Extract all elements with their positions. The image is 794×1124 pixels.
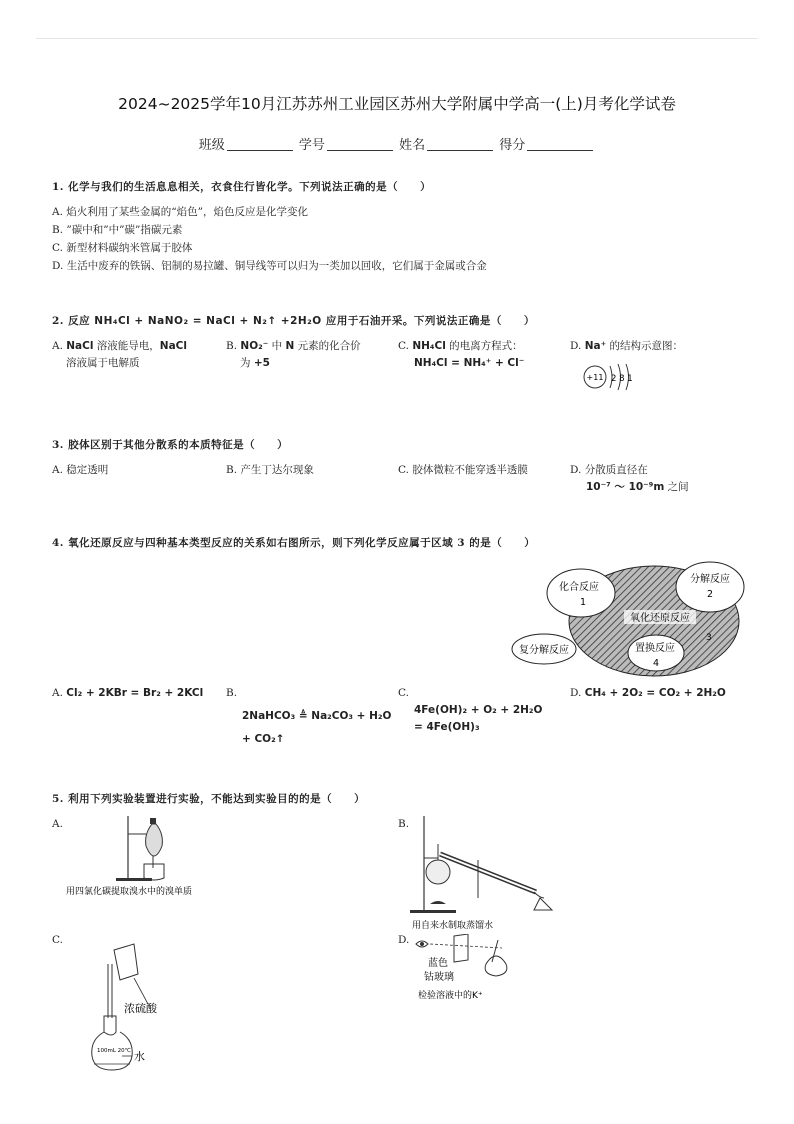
q2-c-nh4cl: NH₄Cl xyxy=(412,340,446,352)
q2-d-atom-diagram xyxy=(582,358,642,396)
flame-icon xyxy=(485,956,507,976)
decomposition-ellipse xyxy=(676,562,744,612)
decomposition-num: 2 xyxy=(706,589,714,600)
q2-d-na-ion: Na⁺ xyxy=(584,340,607,352)
q3-option-a[interactable]: A. 稳定透明 xyxy=(52,464,109,476)
page-title: 2024~2025学年10月江苏苏州工业园区苏州大学附属中学高一(上)月考化学试卷 xyxy=(118,95,676,113)
q2-b-text3: 为 xyxy=(240,357,254,369)
beaker-icon xyxy=(144,864,164,880)
q5-d-caption: 检验溶液中的K⁺ xyxy=(418,991,483,1001)
double-displacement-label: 复分解反应 xyxy=(519,645,569,656)
q2-a-letter: A. xyxy=(52,340,67,352)
decomposition-label: 分解反应 xyxy=(690,574,730,585)
name-blank[interactable] xyxy=(427,138,493,151)
q2-option-c[interactable] xyxy=(398,338,563,372)
q5-d-glass-label2: 钴玻璃 xyxy=(424,972,454,983)
name-label: 姓名 xyxy=(399,138,426,153)
funnel-icon xyxy=(146,824,163,856)
q4-b-letter: B. xyxy=(226,687,238,699)
q5-d-glass-label1: 蓝色 xyxy=(428,958,448,969)
q1-options xyxy=(52,203,487,275)
flask-marking: 100mL 20℃ xyxy=(97,1048,131,1054)
q3-option-d[interactable] xyxy=(570,462,750,496)
q2-b-text1: 中 xyxy=(268,340,286,352)
combination-ellipse xyxy=(547,569,615,617)
q1-option-a[interactable]: A. 焰火利用了某些金属的“焰色”，焰色反应是化学变化 xyxy=(52,206,308,218)
region3-label: 3 xyxy=(706,633,712,643)
q2-c-text1: 的电离方程式： xyxy=(445,340,523,352)
q2-a-text1: 溶液能导电， xyxy=(93,340,160,352)
q2-d-letter: D. xyxy=(570,340,585,352)
nucleus-charge: +11 xyxy=(586,373,604,382)
q1-option-b[interactable]: B. ”碳中和”中”碳”指碳元素 xyxy=(52,224,183,236)
q3-d-range: 10⁻⁷ ～ 10⁻⁹m xyxy=(586,481,665,493)
q2-c-equation: NH₄Cl = NH₄⁺ + Cl⁻ xyxy=(414,357,525,369)
q4-d-letter: D. xyxy=(570,687,585,699)
q2-option-b[interactable] xyxy=(226,338,391,372)
q5-d-flame-test-figure xyxy=(414,934,534,1010)
class-label: 班级 xyxy=(198,138,225,153)
q4-option-c[interactable] xyxy=(398,685,568,736)
shell-numbers: 2 8 1 xyxy=(611,374,633,384)
q5-option-a-label[interactable]: A. xyxy=(52,818,63,830)
flask-icon xyxy=(426,860,450,884)
q5-option-d-label[interactable]: D. xyxy=(398,934,410,946)
displacement-label: 置换反应 xyxy=(635,643,675,654)
q2-b-no2: NO₂⁻ xyxy=(240,340,269,352)
q5-c-water-label: 水 xyxy=(134,1050,145,1063)
q3-option-b[interactable]: B. 产生丁达尔现象 xyxy=(226,464,314,476)
q2-stem-prefix: 2. 反应 xyxy=(52,315,95,327)
combination-label: 化合反应 xyxy=(559,582,599,593)
q3-option-c[interactable]: C. 胶体微粒不能穿透半透膜 xyxy=(398,464,528,476)
score-blank[interactable] xyxy=(527,138,593,151)
q4-b-equation-line1: 2NaHCO₃ ≜ Na₂CO₃ + H₂O xyxy=(242,710,392,722)
q2-b-letter: B. xyxy=(226,340,241,352)
q4-c-letter: C. xyxy=(398,687,409,699)
id-blank[interactable] xyxy=(327,138,393,151)
q4-option-a[interactable] xyxy=(52,685,203,702)
q4-option-b[interactable] xyxy=(226,685,396,748)
q5-c-acid-label: 浓硫酸 xyxy=(124,1002,157,1015)
receiver-flask-icon xyxy=(534,898,552,910)
q5-a-caption: 用四氯化碳提取溴水中的溴单质 xyxy=(66,887,193,897)
q3-d-text1: D. 分散质直径在 xyxy=(570,464,648,476)
q2-option-a[interactable] xyxy=(52,338,217,372)
q1-option-c[interactable]: C. 新型材料碳纳米管属于胶体 xyxy=(52,242,193,254)
id-label: 学号 xyxy=(298,138,325,153)
q4-venn-diagram xyxy=(506,560,756,680)
q2-b-valence: +5 xyxy=(253,357,270,369)
top-divider xyxy=(36,38,758,39)
redox-label: 氧化还原反应 xyxy=(630,613,690,624)
q2-option-d[interactable] xyxy=(570,338,740,355)
q5-a-separatory-funnel-figure xyxy=(66,812,226,900)
burner-icon xyxy=(430,901,446,904)
q5-option-b-label[interactable]: B. xyxy=(398,818,410,830)
q5-stem: 5. 利用下列实验装置进行实验，不能达到实验目的的是（ ） xyxy=(52,793,366,805)
q2-b-text2: 元素的化合价 xyxy=(294,340,361,352)
q2-a-text2: 溶液属于电解质 xyxy=(66,357,140,369)
q2-a-nacl: NaCl xyxy=(66,340,94,352)
score-label: 得分 xyxy=(499,138,526,153)
q5-option-c-label[interactable]: C. xyxy=(52,934,63,946)
q3-stem: 3. 胶体区别于其他分散系的本质特征是（ ） xyxy=(52,439,289,451)
combination-num: 1 xyxy=(579,597,587,608)
q2-stem xyxy=(52,313,535,328)
q4-b-equation-line2: + CO₂↑ xyxy=(242,733,285,745)
q2-stem-suffix: 应用于石油开采。下列说法正确是（ ） xyxy=(321,315,535,327)
q2-stem-equation: NH₄Cl + NaNO₂ = NaCl + N₂↑ +2H₂O xyxy=(94,315,322,327)
q2-b-n: N xyxy=(285,340,295,352)
q4-option-d[interactable] xyxy=(570,685,726,702)
cobalt-glass-icon xyxy=(454,934,468,962)
student-info-line xyxy=(0,134,794,153)
class-blank[interactable] xyxy=(227,138,293,151)
q3-d-text2: 之间 xyxy=(664,481,689,493)
q4-a-letter: A. xyxy=(52,687,67,699)
pouring-beaker-icon xyxy=(114,944,138,980)
q1-option-d[interactable]: D. 生活中废弃的铁锅、铝制的易拉罐、铜导线等可以归为一类加以回收，它们属于金属或合金 xyxy=(52,260,487,272)
q2-d-text1: 的结构示意图： xyxy=(606,340,683,352)
q4-a-equation: Cl₂ + 2KBr = Br₂ + 2KCl xyxy=(66,687,204,699)
q5-b-distillation-figure xyxy=(406,814,576,934)
q2-a-nacl2: NaCl xyxy=(159,340,187,352)
q4-stem: 4. 氧化还原反应与四种基本类型反应的关系如右图所示，则下列化学反应属于区域 3 的是（ ） xyxy=(52,537,536,549)
q5-b-caption: 用自来水制取蒸馏水 xyxy=(412,921,494,931)
q4-c-equation-line2: = 4Fe(OH)₃ xyxy=(414,721,480,733)
q4-c-equation-line1: 4Fe(OH)₂ + O₂ + 2H₂O xyxy=(414,704,543,716)
displacement-num: 4 xyxy=(652,658,660,669)
q4-d-equation: CH₄ + 2O₂ = CO₂ + 2H₂O xyxy=(584,687,726,699)
q2-c-letter: C. xyxy=(398,340,413,352)
q1-stem: 1. 化学与我们的生活息息相关，衣食住行皆化学。下列说法正确的是（ ） xyxy=(52,181,432,193)
q5-c-dilution-figure xyxy=(84,942,204,1082)
